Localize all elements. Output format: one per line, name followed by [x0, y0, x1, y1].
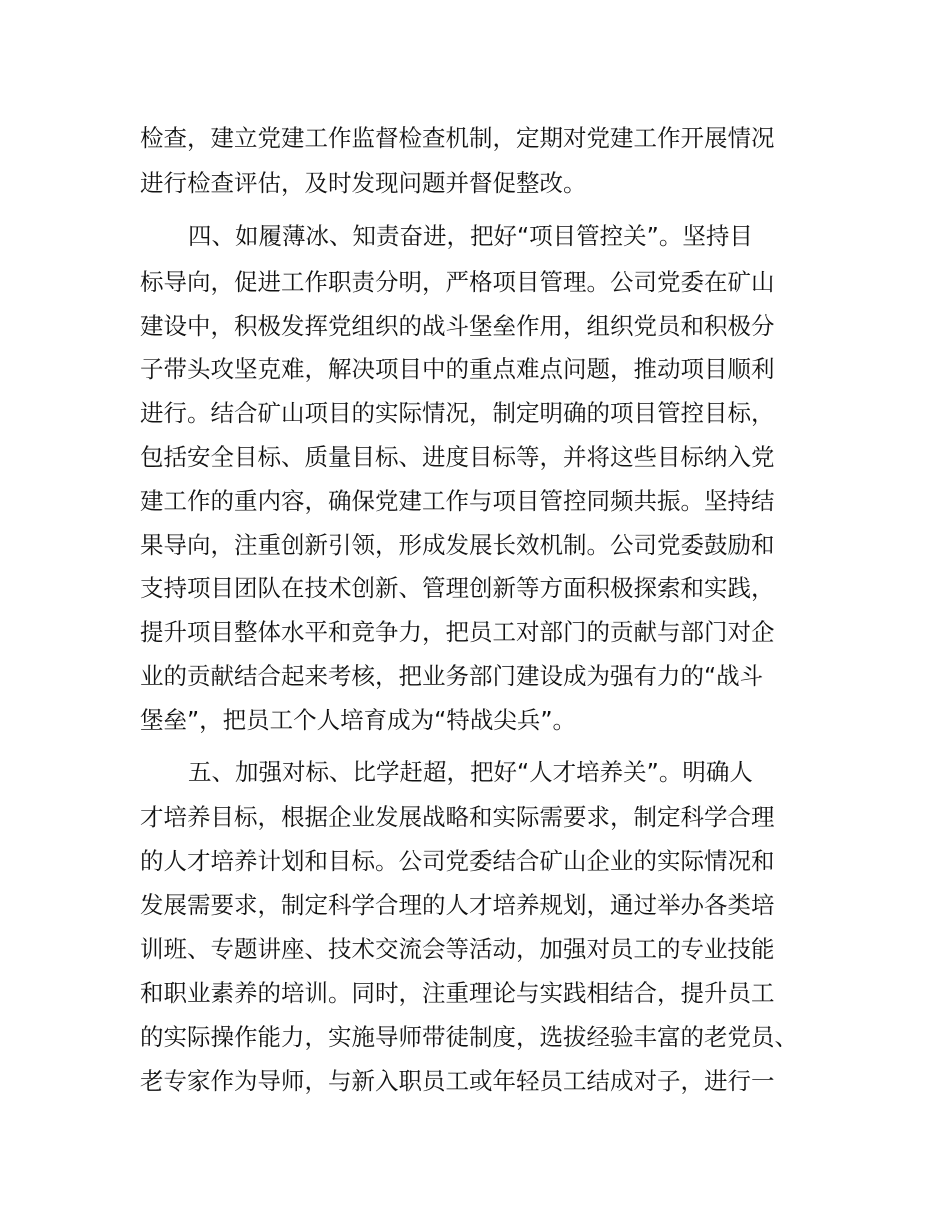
text-line: 进行检查评估，及时发现问题并督促整改。 — [140, 169, 587, 197]
text-line: 支持项目团队在技术创新、管理创新等方面积极探索和实践， — [140, 574, 775, 602]
text-line: 子带头攻坚克难，解决项目中的重点难点问题，推动项目顺利 — [140, 355, 775, 383]
text-line: 包括安全目标、质量目标、进度目标等，并将这些目标纳入党 — [140, 443, 775, 471]
text-line: 提升项目整体水平和竞争力，把员工对部门的贡献与部门对企 — [140, 618, 775, 646]
text-line: 标导向，促进工作职责分明，严格项目管理。公司党委在矿山 — [140, 268, 775, 296]
text-line: 的人才培养计划和目标。公司党委结合矿山企业的实际情况和 — [140, 847, 775, 875]
text-line: 发展需要求，制定科学合理的人才培养规划，通过举办各类培 — [140, 891, 775, 919]
paragraph-heading-line: 四、如履薄冰、知责奋进，把好“项目管控关”。坚持目 — [188, 222, 753, 250]
paragraph-heading-line: 五、加强对标、比学赶超，把好“人才培养关”。明确人 — [188, 758, 753, 786]
text-line: 果导向，注重创新引领，形成发展长效机制。公司党委鼓励和 — [140, 531, 775, 559]
text-line: 业的贡献结合起来考核，把业务部门建设成为强有力的“战斗 — [140, 662, 764, 690]
text-line: 才培养目标，根据企业发展战略和实际需要求，制定科学合理 — [140, 803, 775, 831]
text-line: 建设中，积极发挥党组织的战斗堡垒作用，组织党员和积极分 — [140, 312, 775, 340]
text-line: 进行。结合矿山项目的实际情况，制定明确的项目管控目标， — [140, 399, 775, 427]
text-line: 的实际操作能力，实施导师带徒制度，选拔经验丰富的老党员、 — [140, 1023, 798, 1051]
text-line: 堡垒”，把员工个人培育成为“特战尖兵”。 — [140, 706, 577, 734]
text-line: 和职业素养的培训。同时，注重理论与实践相结合，提升员工 — [140, 979, 775, 1007]
text-line: 训班、专题讲座、技术交流会等活动，加强对员工的专业技能 — [140, 935, 775, 963]
text-line: 建工作的重内容，确保党建工作与项目管控同频共振。坚持结 — [140, 487, 775, 515]
text-line: 检查，建立党建工作监督检查机制，定期对党建工作开展情况 — [140, 124, 775, 152]
text-line: 老专家作为导师，与新入职员工或年轻员工结成对子，进行一 — [140, 1067, 775, 1095]
